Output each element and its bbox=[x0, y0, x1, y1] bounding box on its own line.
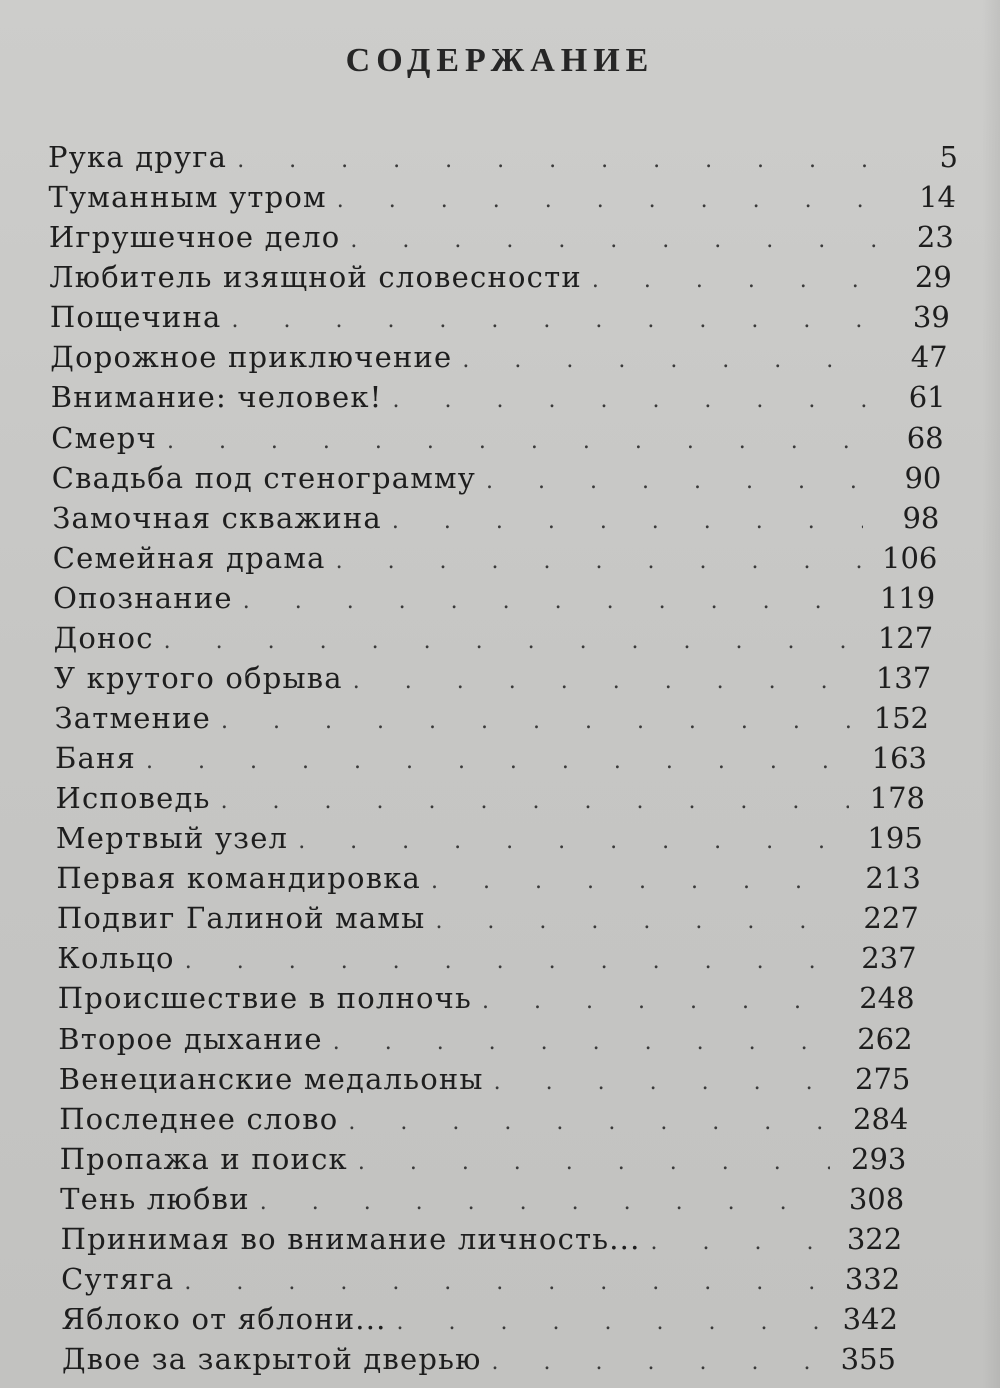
toc-leader-dots bbox=[462, 348, 871, 373]
toc-entry-title: Кольцо bbox=[57, 941, 175, 976]
toc-leader-dots bbox=[592, 268, 876, 293]
toc-entry bbox=[52, 501, 939, 541]
toc-entry bbox=[49, 220, 954, 260]
toc-leader-dots bbox=[651, 1230, 827, 1255]
toc-entry-title: Пощечина bbox=[49, 300, 222, 335]
toc-page-number: 47 bbox=[910, 340, 948, 375]
toc-leader-dots bbox=[298, 829, 847, 854]
toc-entry bbox=[51, 380, 946, 420]
toc-leader-dots bbox=[353, 669, 855, 694]
toc-page-number: 39 bbox=[912, 300, 950, 335]
toc-leader-dots bbox=[486, 469, 865, 494]
toc-entry-title: Рука друга bbox=[48, 140, 228, 174]
toc-entry bbox=[50, 300, 950, 340]
toc-page-number: 5 bbox=[939, 140, 958, 174]
toc-entry-title: Пропажа и поиск bbox=[59, 1141, 348, 1176]
toc-entry bbox=[55, 741, 927, 781]
toc-entry bbox=[53, 581, 935, 621]
toc-leader-dots bbox=[337, 188, 880, 213]
toc-page-number: 322 bbox=[846, 1221, 903, 1256]
toc-page-number: 163 bbox=[871, 741, 927, 775]
toc-entry-title: Первая командировка bbox=[56, 861, 422, 896]
toc-page-number: 137 bbox=[875, 660, 932, 695]
toc-page-number: 119 bbox=[879, 580, 936, 615]
toc-entry-title: У крутого обрыва bbox=[54, 660, 343, 695]
toc-leader-dots bbox=[397, 1310, 822, 1335]
toc-entry bbox=[53, 541, 938, 581]
toc-entry bbox=[57, 901, 919, 941]
toc-leader-dots bbox=[392, 509, 864, 534]
toc-page-number: 308 bbox=[848, 1181, 905, 1216]
toc-leader-dots bbox=[231, 308, 873, 333]
toc-leader-dots bbox=[333, 1030, 837, 1055]
toc-entry-title: Исповедь bbox=[55, 781, 211, 816]
toc-entry bbox=[59, 1102, 908, 1142]
toc-page-number: 90 bbox=[904, 460, 942, 495]
toc-page-number: 195 bbox=[867, 821, 923, 856]
toc-page-number: 106 bbox=[882, 540, 938, 575]
toc-entry-title: Яблоко от яблони... bbox=[61, 1301, 387, 1336]
toc-entry bbox=[49, 180, 957, 220]
toc-leader-dots bbox=[358, 1150, 831, 1175]
toc-entry-title: Второе дыхание bbox=[58, 1021, 323, 1056]
toc-entry bbox=[58, 981, 915, 1021]
toc-entry bbox=[60, 1142, 907, 1182]
toc-page-number: 332 bbox=[844, 1261, 901, 1296]
toc-leader-dots bbox=[167, 429, 868, 454]
toc-entry bbox=[48, 140, 958, 180]
toc-leader-dots bbox=[350, 228, 877, 253]
toc-page-number: 23 bbox=[916, 220, 954, 255]
toc-entry bbox=[60, 1182, 904, 1222]
toc-page-number: 227 bbox=[863, 901, 919, 936]
page-edge-shadow bbox=[982, 0, 1000, 1388]
toc-leader-dots bbox=[164, 629, 858, 654]
toc-entry bbox=[49, 260, 951, 300]
toc-leader-dots bbox=[146, 749, 851, 774]
toc-page-number: 262 bbox=[857, 1021, 913, 1056]
toc-leader-dots bbox=[221, 709, 853, 734]
toc-entry bbox=[56, 821, 923, 861]
toc-entry bbox=[62, 1302, 899, 1342]
toc-entry-title: Венецианские медальоны bbox=[58, 1061, 484, 1096]
toc-entry-title: Происшествие в полночь bbox=[57, 981, 473, 1016]
toc-page-number: 284 bbox=[853, 1101, 909, 1136]
toc-entry bbox=[61, 1262, 900, 1302]
toc-entry-title: Опознание bbox=[53, 580, 233, 615]
toc-page-number: 98 bbox=[902, 500, 940, 535]
toc-entry-title: Любитель изящной словесности bbox=[49, 260, 582, 295]
toc-entry bbox=[61, 1222, 903, 1262]
toc-entry-title: Дорожное приключение bbox=[50, 340, 453, 375]
toc-entry-title: Игрушечное дело bbox=[48, 220, 341, 255]
toc-entry bbox=[56, 781, 926, 821]
page-title: СОДЕРЖАНИЕ bbox=[345, 42, 655, 79]
toc-entry bbox=[58, 1022, 912, 1062]
toc-entry-title: Замочная скважина bbox=[52, 500, 382, 535]
toc-entry-title: Затмение bbox=[54, 700, 212, 735]
toc-page-number: 355 bbox=[840, 1342, 896, 1376]
toc-entry-title: Туманным утром bbox=[48, 180, 327, 215]
toc-leader-dots bbox=[336, 549, 862, 574]
toc-entry-title: Донос bbox=[53, 620, 154, 655]
toc-page-number: 127 bbox=[877, 620, 934, 655]
toc-leader-dots bbox=[482, 989, 839, 1014]
toc-entry-title: Последнее слово bbox=[59, 1101, 339, 1136]
toc-leader-dots bbox=[184, 1270, 824, 1295]
toc-page-number: 29 bbox=[914, 260, 952, 295]
toc-entry bbox=[54, 661, 931, 701]
toc-leader-dots bbox=[494, 1070, 835, 1095]
toc-leader-dots bbox=[260, 1190, 828, 1215]
toc-entry-title: Баня bbox=[55, 741, 137, 775]
toc-entry bbox=[59, 1062, 911, 1102]
toc-entry-title: Внимание: человек! bbox=[50, 380, 383, 415]
toc-leader-dots bbox=[431, 869, 845, 894]
toc-entry-title: Смерч bbox=[51, 420, 157, 455]
toc-entry bbox=[52, 461, 942, 501]
toc-leader-dots bbox=[492, 1350, 820, 1375]
toc-page-number: 178 bbox=[869, 781, 925, 816]
toc-leader-dots bbox=[185, 949, 841, 974]
toc-leader-dots bbox=[243, 589, 859, 614]
toc-page-number: 152 bbox=[873, 700, 929, 735]
toc-page-number: 342 bbox=[842, 1301, 898, 1336]
toc-entry bbox=[57, 941, 916, 981]
toc-page-number: 248 bbox=[859, 981, 915, 1016]
toc-entry-title: Свадьба под стенограмму bbox=[51, 460, 477, 495]
toc-entry bbox=[54, 621, 934, 661]
toc-entry-title: Тень любви bbox=[60, 1181, 250, 1216]
toc-page-number: 68 bbox=[906, 420, 944, 455]
toc-entry bbox=[56, 861, 920, 901]
toc-page-number: 275 bbox=[855, 1061, 911, 1096]
toc-leader-dots bbox=[348, 1110, 832, 1135]
toc-page-number: 14 bbox=[919, 180, 956, 215]
toc-entry-title: Мертвый узел bbox=[55, 821, 289, 856]
toc-page-number: 237 bbox=[861, 941, 917, 976]
toc-entry bbox=[50, 340, 947, 380]
toc-entry bbox=[55, 701, 930, 741]
toc-page-number: 61 bbox=[908, 380, 946, 415]
toc-entry bbox=[62, 1342, 896, 1382]
toc-leader-dots bbox=[393, 388, 870, 413]
toc-leader-dots bbox=[237, 148, 882, 173]
toc-entry-title: Семейная драма bbox=[52, 540, 326, 575]
toc-page-number: 213 bbox=[865, 861, 921, 896]
toc-page-number: 293 bbox=[851, 1141, 907, 1176]
toc-entry-title: Принимая во внимание личность... bbox=[60, 1221, 641, 1256]
toc-entry-title: Подвиг Галиной мамы bbox=[56, 901, 426, 936]
toc-entry-title: Двое за закрытой дверью bbox=[62, 1342, 482, 1376]
toc-entry bbox=[51, 421, 943, 461]
toc-leader-dots bbox=[435, 909, 842, 934]
toc-leader-dots bbox=[221, 789, 849, 814]
toc-entry-title: Сутяга bbox=[61, 1261, 175, 1296]
